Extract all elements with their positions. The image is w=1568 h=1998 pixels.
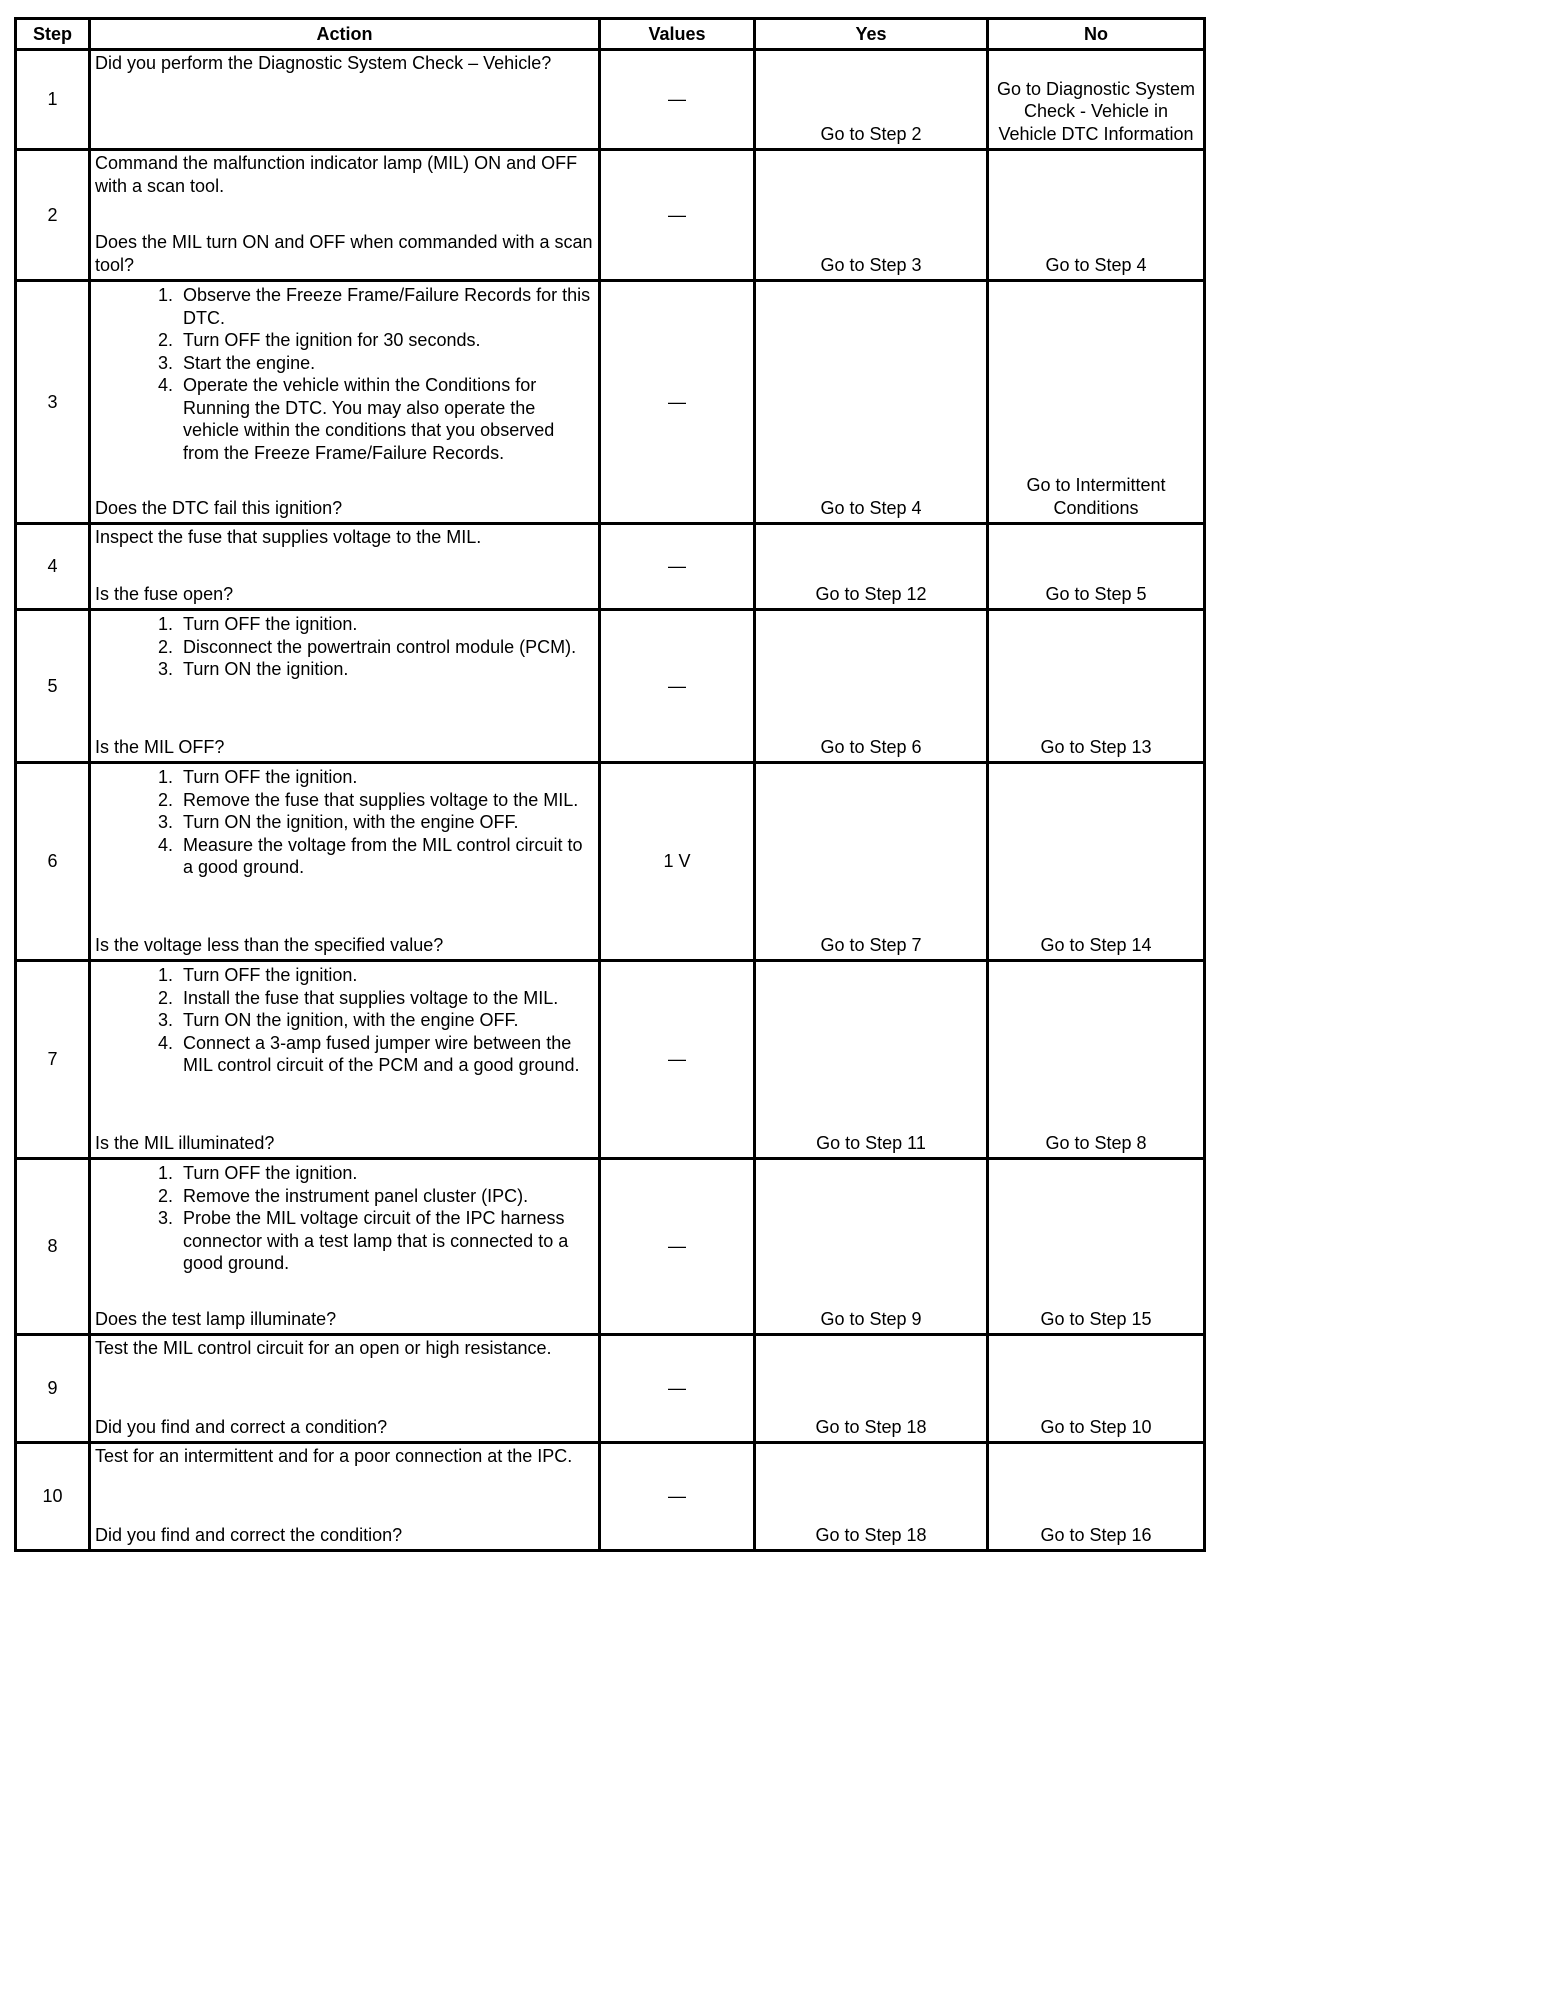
list-item xyxy=(95,811,594,834)
yes-result: Go to Step 11 xyxy=(755,961,988,1159)
step-number: 8 xyxy=(16,1159,90,1335)
list-item-text: Connect a 3-amp fused jumper wire between the MIL control circuit of the PCM and a good ground. xyxy=(183,1032,580,1075)
list-item-number: 3. xyxy=(157,659,173,679)
list-item xyxy=(95,1032,594,1077)
action-content xyxy=(95,962,594,1157)
list-item xyxy=(95,1185,594,1208)
yes-result: Go to Step 7 xyxy=(755,763,988,961)
action-content xyxy=(95,525,594,608)
step-number: 5 xyxy=(16,610,90,763)
list-item xyxy=(95,374,594,464)
action-instructions xyxy=(95,611,594,681)
list-item-number: 2. xyxy=(157,987,173,1008)
value-cell: — xyxy=(600,50,755,150)
yes-result: Go to Step 18 xyxy=(755,1443,988,1551)
list-item-number: 4. xyxy=(157,375,173,395)
yes-result: Go to Step 3 xyxy=(755,150,988,281)
list-item-number: 4. xyxy=(157,834,173,855)
list-item-text: Turn OFF the ignition. xyxy=(183,965,358,985)
action-step-list xyxy=(95,1162,594,1275)
action-cell xyxy=(90,763,600,961)
list-item-number: 3. xyxy=(157,812,173,832)
action-question: Did you find and correct the condition? xyxy=(95,1524,403,1545)
list-item-number: 2. xyxy=(157,636,173,657)
list-item-text: Turn ON the ignition. xyxy=(183,659,349,679)
table-row xyxy=(16,1443,1205,1551)
no-result: Go to Step 15 xyxy=(988,1159,1205,1335)
list-item-text: Turn ON the ignition, with the engine OFF. xyxy=(183,812,519,832)
step-number: 6 xyxy=(16,763,90,961)
list-item-number: 4. xyxy=(157,1032,173,1053)
action-content xyxy=(95,764,594,959)
action-cell xyxy=(90,1443,600,1551)
action-cell xyxy=(90,610,600,763)
no-result: Go to Step 4 xyxy=(988,150,1205,281)
list-item-number: 1. xyxy=(157,285,173,305)
action-instructions xyxy=(95,51,594,75)
action-step-list xyxy=(95,766,594,879)
action-content xyxy=(95,1160,594,1333)
table-row xyxy=(16,524,1205,610)
yes-result: Go to Step 4 xyxy=(755,281,988,524)
header-no: No xyxy=(988,19,1205,50)
yes-result: Go to Step 9 xyxy=(755,1159,988,1335)
action-content xyxy=(95,611,594,761)
action-instructions xyxy=(95,151,594,197)
list-item-text: Turn OFF the ignition. xyxy=(183,767,358,787)
list-item-text: Measure the voltage from the MIL control circuit to a good ground. xyxy=(183,834,583,877)
list-item xyxy=(95,1162,594,1185)
list-item-number: 1. xyxy=(157,965,173,985)
step-number: 2 xyxy=(16,150,90,281)
step-number: 1 xyxy=(16,50,90,150)
list-item-number: 3. xyxy=(157,1010,173,1030)
list-item-text: Observe the Freeze Frame/Failure Records for this DTC. xyxy=(183,285,591,328)
list-item-number: 1. xyxy=(157,614,173,634)
value-cell: — xyxy=(600,281,755,524)
action-cell xyxy=(90,1335,600,1443)
list-item-number: 3. xyxy=(157,352,173,373)
value-cell: — xyxy=(600,1335,755,1443)
no-result: Go to Step 16 xyxy=(988,1443,1205,1551)
table-row xyxy=(16,1335,1205,1443)
action-intro-text: Inspect the fuse that supplies voltage to the MIL. xyxy=(95,527,482,547)
action-step-list xyxy=(95,613,594,681)
action-instructions xyxy=(95,1336,594,1360)
action-intro-text: Command the malfunction indicator lamp (MIL) ON and OFF with a scan tool. xyxy=(95,153,578,196)
header-row xyxy=(16,19,1205,50)
list-item xyxy=(95,658,594,681)
action-intro-text: Did you perform the Diagnostic System Check – Vehicle? xyxy=(95,53,552,73)
step-number: 3 xyxy=(16,281,90,524)
table-row xyxy=(16,961,1205,1159)
action-step-list xyxy=(95,284,594,464)
action-content xyxy=(95,51,594,148)
action-question: Did you find and correct a condition? xyxy=(95,1416,388,1437)
no-result: Go to Step 8 xyxy=(988,961,1205,1159)
value-cell: — xyxy=(600,1443,755,1551)
step-number: 10 xyxy=(16,1443,90,1551)
value-cell: — xyxy=(600,961,755,1159)
list-item xyxy=(95,1009,594,1032)
list-item xyxy=(95,636,594,659)
no-result: Go to Step 5 xyxy=(988,524,1205,610)
action-cell xyxy=(90,524,600,610)
list-item xyxy=(95,766,594,789)
list-item-text: Disconnect the powertrain control module (PCM). xyxy=(183,636,577,657)
no-result: Go to Step 14 xyxy=(988,763,1205,961)
step-number: 9 xyxy=(16,1335,90,1443)
list-item-number: 1. xyxy=(157,1163,173,1183)
action-question: Is the MIL OFF? xyxy=(95,736,225,757)
action-cell xyxy=(90,1159,600,1335)
header-values: Values xyxy=(600,19,755,50)
list-item-text: Install the fuse that supplies voltage to the MIL. xyxy=(183,987,559,1008)
action-content xyxy=(95,151,594,279)
list-item-number: 2. xyxy=(157,1185,173,1206)
action-cell xyxy=(90,50,600,150)
list-item xyxy=(95,284,594,329)
action-question: Does the DTC fail this ignition? xyxy=(95,497,343,518)
action-instructions xyxy=(95,1444,594,1468)
list-item xyxy=(95,613,594,636)
list-item-text: Turn ON the ignition, with the engine OFF. xyxy=(183,1010,519,1030)
list-item-number: 1. xyxy=(157,767,173,787)
list-item-text: Probe the MIL voltage circuit of the IPC harness connector with a test lamp that is connected to a good ground. xyxy=(183,1208,569,1273)
step-number: 7 xyxy=(16,961,90,1159)
action-instructions xyxy=(95,962,594,1077)
list-item-text: Turn OFF the ignition. xyxy=(183,1163,358,1183)
value-cell: — xyxy=(600,150,755,281)
header-action: Action xyxy=(90,19,600,50)
list-item-number: 3. xyxy=(157,1208,173,1228)
action-question: Is the voltage less than the specified value? xyxy=(95,934,444,955)
value-cell: — xyxy=(600,524,755,610)
list-item xyxy=(95,352,594,375)
action-instructions xyxy=(95,525,594,549)
action-content xyxy=(95,1336,594,1441)
list-item-text: Turn OFF the ignition for 30 seconds. xyxy=(183,330,481,350)
table-body xyxy=(16,50,1205,1551)
header-yes: Yes xyxy=(755,19,988,50)
value-cell: 1 V xyxy=(600,763,755,961)
diagnostic-table xyxy=(14,17,1206,1552)
action-question: Is the fuse open? xyxy=(95,583,234,604)
list-item xyxy=(95,964,594,987)
table-row xyxy=(16,610,1205,763)
action-intro-text: Test the MIL control circuit for an open or high resistance. xyxy=(95,1338,552,1358)
action-cell xyxy=(90,961,600,1159)
action-content xyxy=(95,1444,594,1549)
yes-result: Go to Step 2 xyxy=(755,50,988,150)
list-item-text: Remove the fuse that supplies voltage to the MIL. xyxy=(183,789,579,810)
list-item xyxy=(95,789,594,812)
step-number: 4 xyxy=(16,524,90,610)
no-result: Go to Step 10 xyxy=(988,1335,1205,1443)
list-item-text: Turn OFF the ignition. xyxy=(183,614,358,634)
action-content xyxy=(95,282,594,522)
action-step-list xyxy=(95,964,594,1077)
action-cell xyxy=(90,150,600,281)
list-item xyxy=(95,834,594,879)
yes-result: Go to Step 6 xyxy=(755,610,988,763)
yes-result: Go to Step 12 xyxy=(755,524,988,610)
action-question: Does the test lamp illuminate? xyxy=(95,1308,337,1329)
list-item-number: 2. xyxy=(157,789,173,810)
yes-result: Go to Step 18 xyxy=(755,1335,988,1443)
list-item-text: Remove the instrument panel cluster (IPC). xyxy=(183,1185,529,1206)
no-result: Go to Diagnostic System Check - Vehicle in Vehicle DTC Information xyxy=(988,50,1205,150)
value-cell: — xyxy=(600,610,755,763)
list-item xyxy=(95,329,594,352)
table-row xyxy=(16,763,1205,961)
table-row xyxy=(16,150,1205,281)
table-row xyxy=(16,1159,1205,1335)
action-instructions xyxy=(95,282,594,464)
table-row xyxy=(16,281,1205,524)
list-item xyxy=(95,1207,594,1275)
action-question: Is the MIL illuminated? xyxy=(95,1132,275,1153)
list-item-number: 2. xyxy=(157,330,173,350)
action-instructions xyxy=(95,1160,594,1275)
action-cell xyxy=(90,281,600,524)
header-step: Step xyxy=(16,19,90,50)
list-item xyxy=(95,987,594,1010)
table-row xyxy=(16,50,1205,150)
action-intro-text: Test for an intermittent and for a poor connection at the IPC. xyxy=(95,1446,573,1466)
action-instructions xyxy=(95,764,594,879)
no-result: Go to Step 13 xyxy=(988,610,1205,763)
value-cell: — xyxy=(600,1159,755,1335)
list-item-text: Start the engine. xyxy=(183,352,316,373)
no-result: Go to Intermittent Conditions xyxy=(988,281,1205,524)
action-question: Does the MIL turn ON and OFF when commanded with a scan tool? xyxy=(95,232,593,275)
list-item-text: Operate the vehicle within the Conditions for Running the DTC. You may also operate the vehicle within the conditions that you observed from the Freeze Frame/Failure Records. xyxy=(183,375,555,463)
